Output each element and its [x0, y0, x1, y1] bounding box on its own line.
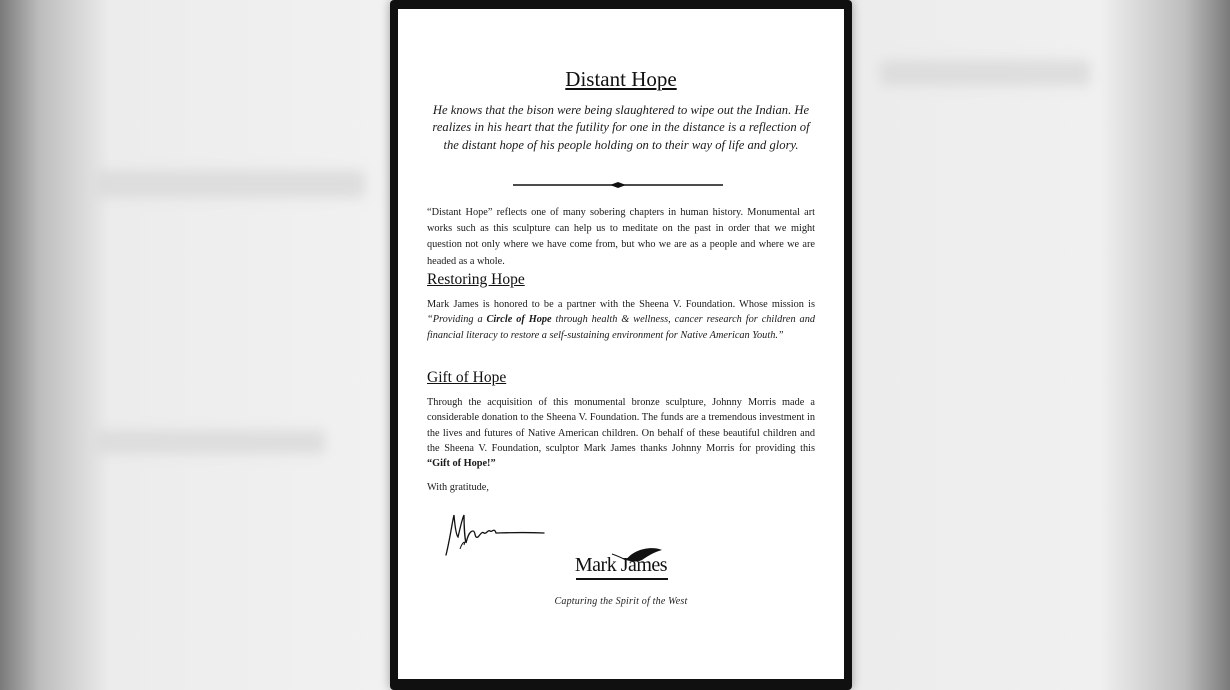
- gift-of-hope-paragraph: [427, 395, 815, 471]
- blurred-heading: [95, 170, 365, 198]
- gift-of-hope-heading: Gift of Hope: [427, 369, 507, 386]
- mission-quote-end: through health & wellness, cancer research for children and financial literacy to restore a self-sustaining environment for Native American Youth.”: [427, 314, 815, 341]
- brand-name: Mark James: [574, 554, 668, 576]
- restoring-hope-heading: Restoring Hope: [427, 271, 525, 288]
- closing-line: With gratitude,: [427, 482, 489, 493]
- brand-underline: [576, 578, 668, 580]
- mission-quote-bold: Circle of Hope: [486, 314, 552, 326]
- gift-bold: “Gift of Hope!”: [427, 458, 496, 470]
- document-title: Distant Hope: [565, 67, 677, 91]
- mission-intro: Mark James is honored to be a partner with the Sheena V. Foundation. Whose mission is: [427, 299, 815, 310]
- ornament-divider-icon: [513, 181, 723, 189]
- restoring-hope-paragraph: [427, 297, 815, 343]
- lead-quote: He knows that the bison were being slaughtered to wipe out the Indian. He realizes in his heart that the futility for one in the distance is a reflection of the distant hope of his people holding on to their way of life and glory.: [432, 103, 810, 152]
- blurred-heading: [95, 430, 325, 454]
- blurred-text: [880, 60, 1090, 86]
- document-page: [398, 9, 844, 679]
- document-frame: [390, 0, 852, 690]
- mission-quote-start: “Providing a: [427, 314, 487, 326]
- brand-tagline: Capturing the Spirit of the West: [554, 596, 688, 607]
- gift-text: Through the acquisition of this monumental bronze sculpture, Johnny Morris made a considerable donation to the Sheena V. Foundation. The funds are a tremendous investment in the lives and futures of Native American children. On behalf of these beautiful children and the Sheena V. Foundation, sculptor Mark James thanks Johnny Morris for providing this: [427, 397, 815, 454]
- intro-paragraph: “Distant Hope” reflects one of many sobering chapters in human history. Monumental art works such as this sculpture can help us to meditate on the past in order that we might question not only where we have come from, but who we are as a people and where we are headed as a whole.: [427, 207, 815, 267]
